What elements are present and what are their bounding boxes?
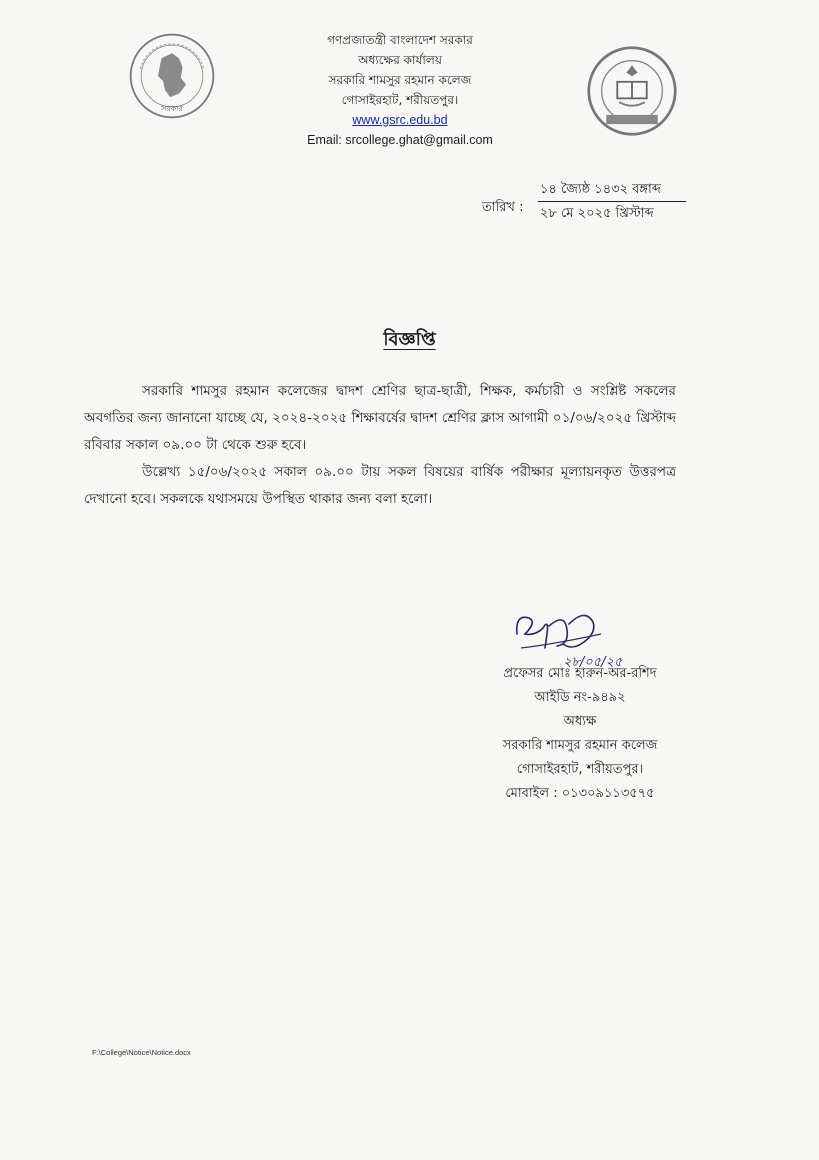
notice-body [84,378,676,513]
signatory-address: গোসাইরহাট, শরীয়তপুর। [516,762,644,777]
college-name: সরকারি শামসুর রহমান কলেজ [328,73,472,87]
college-seal-logo [586,45,678,137]
english-date: ২৮ মে ২০২৫ খ্রিস্টাব্দ [540,206,654,221]
notice-paragraph-2: উল্লেখ্য ১৫/০৬/২০২৫ সকাল ০৯.০০ টায় সকল বিষয়ের বার্ষিক পরীক্ষার মূল্যায়নকৃত উত্তরপত্র দেখানো হবে। সকলকে যথাসময়ে উপস্থিত থাকার জন্য বলা হলো। [84,464,676,507]
svg-text:সরকার: সরকার [161,104,183,114]
signatory-id: আইডি নং-৯৪৯২ [534,690,626,705]
letterhead [260,30,540,150]
email-address: Email: srcollege.ghat@gmail.com [307,133,493,147]
government-name: গণপ্রজাতন্ত্রী বাংলাদেশ সরকার [327,33,473,47]
notice-title-text: বিজ্ঞপ্তি [383,329,436,350]
government-seal-logo [128,32,216,120]
signature-date: ২৮/০৫/২৫ [563,655,623,670]
college-address: গোসাইরহাট, শরীয়তপুর। [341,93,459,107]
file-path: F:\College\Notice\Notice.docx [92,1048,191,1057]
bangla-date: ১৪ জ্যৈষ্ঠ ১৪৩২ বঙ্গাব্দ [540,182,661,197]
date-label: তারিখ : [482,200,524,215]
office-name: অধ্যক্ষের কার্যালয় [358,53,442,67]
notice-title [0,325,819,356]
signatory-designation: অধ্যক্ষ [563,714,597,729]
notice-paragraph-1: সরকারি শামসুর রহমান কলেজের দ্বাদশ শ্রেণির ছাত্র-ছাত্রী, শিক্ষক, কর্মচারী ও সংশ্লিষ্ট সকলের অবগতির জন্য জানানো যাচ্ছে যে, ২০২৪-২০২৫ শিক্ষাবর্ষের দ্বাদশ শ্রেণির ক্লাস আগামী ০১/০৬/২০২৫ খ্রিস্টাব্দ রবিবার সকাল ০৯.০০ টা থেকে শুরু হবে। [84,383,676,453]
signature-block [440,662,720,806]
signatory-institution: সরকারি শামসুর রহমান কলেজ [502,738,658,753]
signatory-mobile: মোবাইল : ০১৩০৯১১৩৫৭৫ [505,786,655,801]
date-block [538,180,686,224]
date-divider [538,201,686,202]
website-link[interactable]: www.gsrc.edu.bd [352,113,448,127]
signatory-name: প্রফেসর মোঃ হারুন-অর-রশিদ [503,666,657,681]
